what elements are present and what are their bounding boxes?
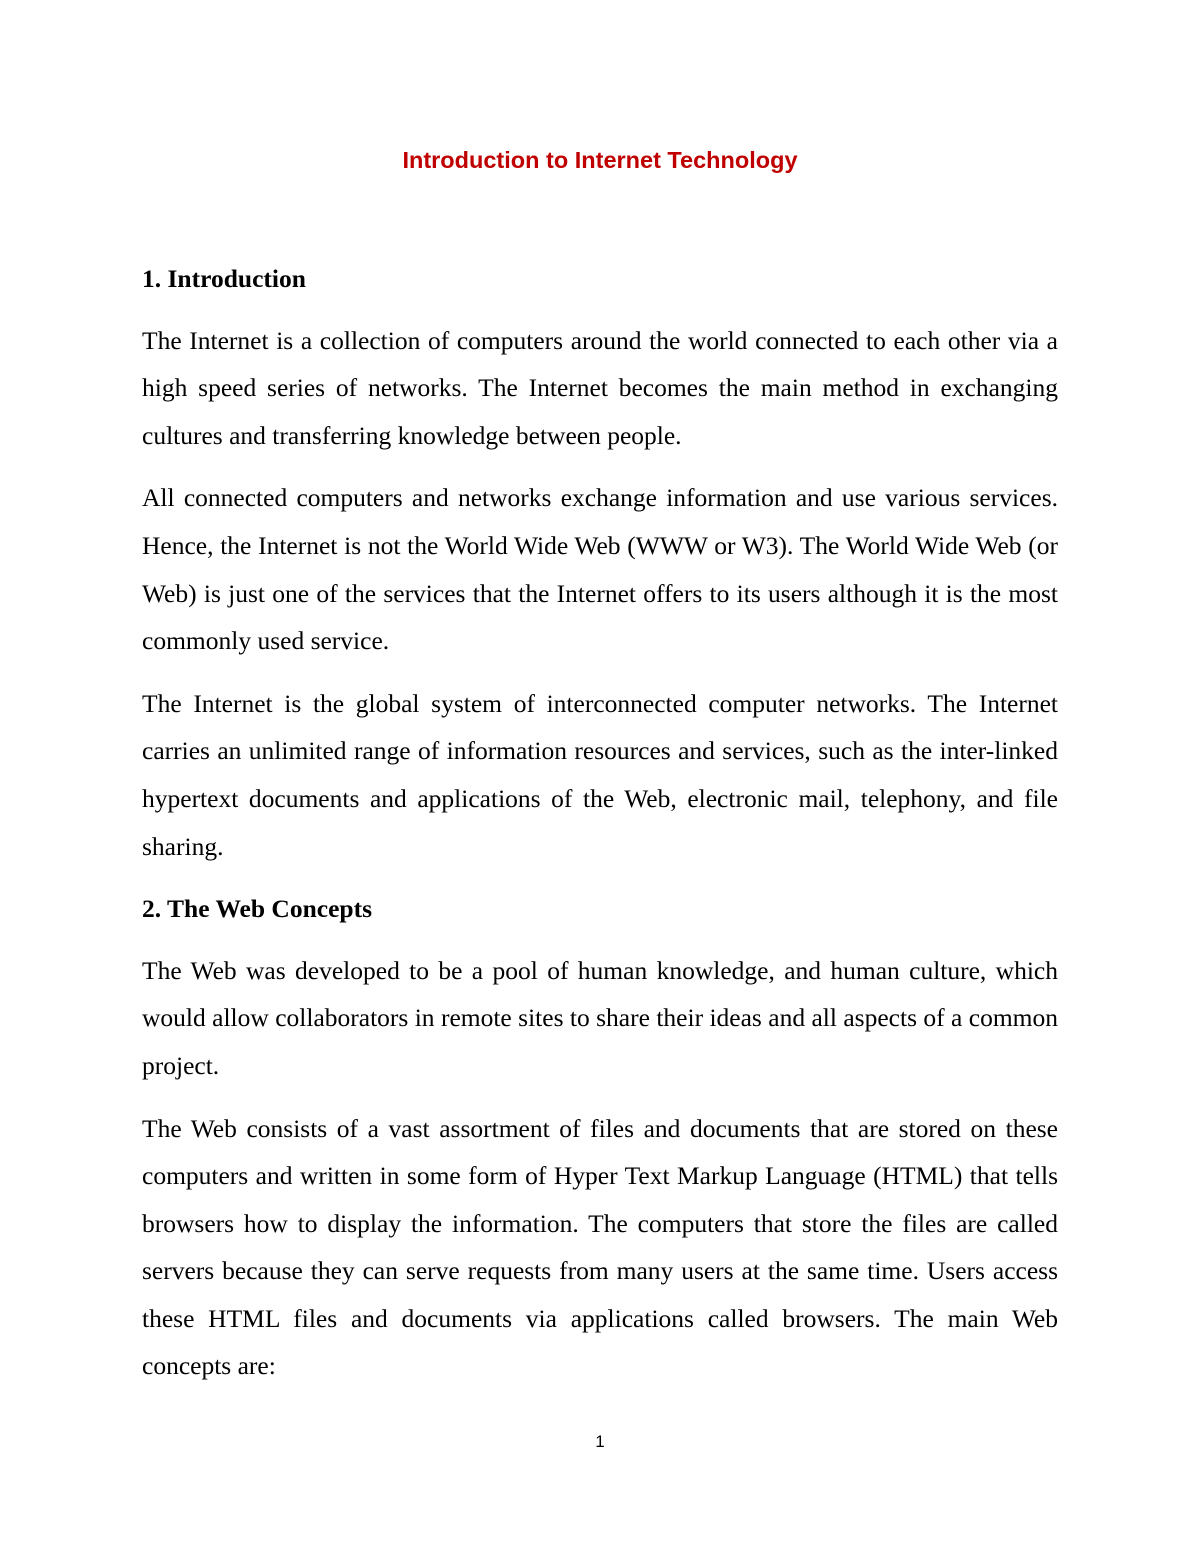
document-body [142, 130, 1058, 1390]
section-heading-introduction: 1. Introduction [142, 264, 306, 293]
paragraph: The Web consists of a vast assortment of files and documents that are stored on these computers and written in some form of Hyper Text Markup Language (HTML) that tells browsers how to display the information. The computers that store the files are called servers because they can serve requests from many users at the same time. Users access these HTML files and documents via applications called browsers. The main Web concepts are: [142, 1113, 1058, 1381]
page-number: 1 [595, 1432, 605, 1451]
paragraph: All connected computers and networks exchange information and use various services. Hence, the Internet is not the World Wide Web (WWW or W3). The World Wide Web (or Web) is just one of the services that the Internet offers to its users although it is the most commonly used service. [142, 483, 1058, 656]
paragraph: The Internet is the global system of interconnected computer networks. The Internet carries an unlimited range of information resources and services, such as the inter-linked hypertext documents and applications of the Web, electronic mail, telephony, and file sharing. [142, 688, 1058, 861]
paragraph: The Web was developed to be a pool of human knowledge, and human culture, which would allow collaborators in remote sites to share their ideas and all aspects of a common project. [142, 955, 1058, 1080]
paragraph: The Internet is a collection of computers around the world connected to each other via a high speed series of networks. The Internet becomes the main method in exchanging cultures and transferring knowledge between people. [142, 325, 1058, 450]
document-title: Introduction to Internet Technology [402, 147, 798, 173]
section-heading-web-concepts: 2. The Web Concepts [142, 894, 373, 924]
